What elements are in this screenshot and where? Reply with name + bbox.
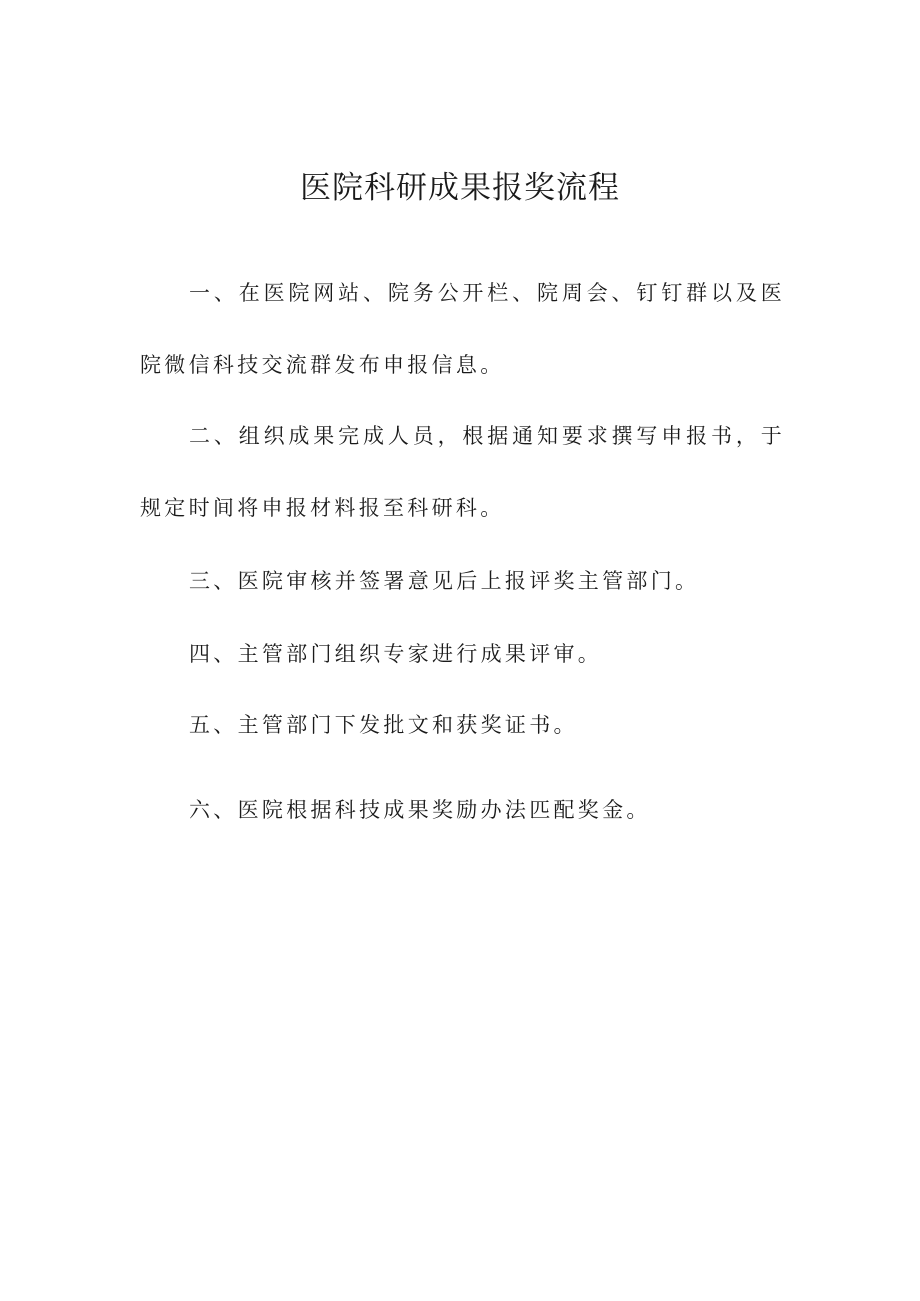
step-paragraph-5: 五、主管部门下发批文和获奖证书。 bbox=[189, 713, 578, 737]
step-paragraph-2: 二、组织成果完成人员，根据通知要求撰写申报书，于规定时间将申报材料报至科研科。 bbox=[140, 424, 785, 520]
step-paragraph-6: 六、医院根据科技成果奖励办法匹配奖金。 bbox=[189, 798, 651, 822]
step-paragraph-4: 四、主管部门组织专家进行成果评审。 bbox=[189, 642, 603, 666]
document-title: 医院科研成果报奖流程 bbox=[300, 170, 620, 206]
step-paragraph-1: 一、在医院网站、院务公开栏、院周会、钉钉群以及医院微信科技交流群发布申报信息。 bbox=[140, 281, 785, 377]
step-paragraph-3: 三、医院审核并签署意见后上报评奖主管部门。 bbox=[189, 569, 700, 593]
